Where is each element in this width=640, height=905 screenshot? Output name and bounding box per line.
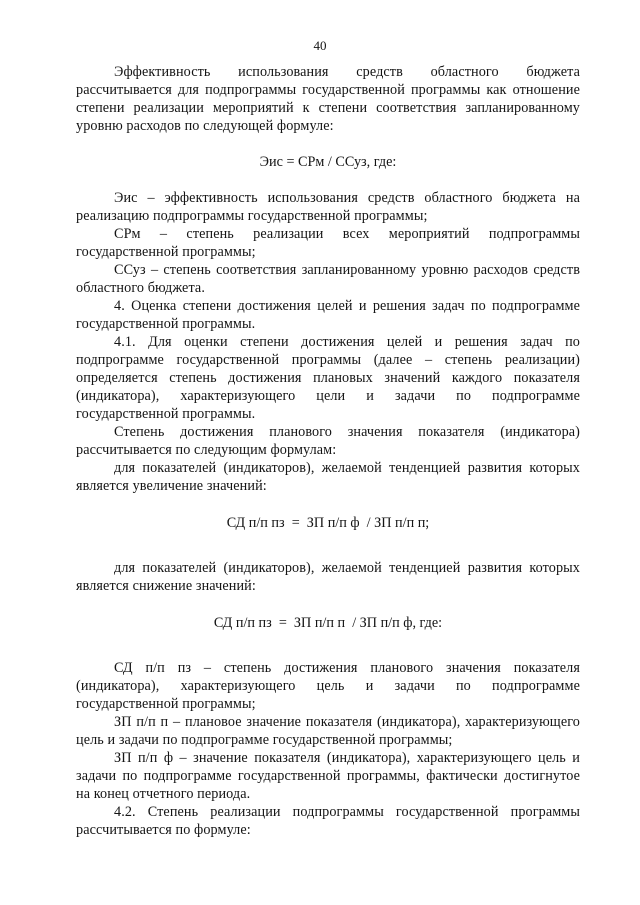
definition-srm: СРм – степень реализации всех мероприятий подпрограммы государственной программы; [76, 226, 580, 260]
formula-efficiency: Эис = СРм / ССуз, где: [259, 154, 397, 170]
formula-increase: СД п/п пз = ЗП п/п ф / ЗП п/п п; [226, 515, 430, 531]
definition-eis: Эис – эффективность использования средств областного бюджета на реализацию подпрограммы государственной программы; [76, 190, 580, 224]
section-4-heading: 4. Оценка степени достижения целей и решения задач по подпрограмме государственной программы. [76, 298, 580, 332]
spacer [76, 532, 580, 559]
definition-zp-planned: ЗП п/п п – плановое значение показателя (индикатора), характеризующего цель и задачи по подпрограмме государственной программы; [76, 714, 580, 748]
paragraph-efficiency-intro: Эффективность использования средств областного бюджета рассчитывается для подпрограммы государственной программы как отношение степени реализации мероприятий к степени соответствия запланированному уровню расходов по следующей формуле: [76, 64, 580, 134]
spacer [76, 595, 580, 614]
definition-ssuz: ССуз – степень соответствия запланированному уровню расходов средств областного бюджета. [76, 262, 580, 296]
paragraph-increase-case: для показателей (индикаторов), желаемой тенденцией развития которых является увеличение значений: [76, 460, 580, 494]
document-body [76, 63, 580, 839]
paragraph-decrease-case: для показателей (индикаторов), желаемой тенденцией развития которых является снижение значений: [76, 560, 580, 594]
spacer [76, 632, 580, 659]
section-4-2-paragraph: 4.2. Степень реализации подпрограммы государственной программы рассчитывается по формуле: [76, 804, 580, 838]
section-4-1-paragraph: 4.1. Для оценки степени достижения целей и решения задач по подпрограмме государственной программы (далее – степень реализации) определяется степень достижения плановых значений каждого показателя (индикатора), характеризующего цели и задачи по подпрограмме государственной программы. [76, 334, 580, 422]
formula-decrease: СД п/п пз = ЗП п/п п / ЗП п/п ф, где: [213, 615, 443, 631]
definition-sd: СД п/п пз – степень достижения планового значения показателя (индикатора), характеризующего цель и задачи по подпрограмме государственной программы; [76, 660, 580, 712]
paragraph-calculation-intro: Степень достижения планового значения показателя (индикатора) рассчитывается по следующим формулам: [76, 424, 580, 458]
spacer [76, 171, 580, 189]
spacer [76, 135, 580, 153]
spacer [76, 495, 580, 514]
definition-zp-actual: ЗП п/п ф – значение показателя (индикатора), характеризующего цель и задачи по подпрограмме государственной программы, фактически достигнутое на конец отчетного периода. [76, 750, 580, 802]
page-number: 40 [313, 38, 327, 53]
